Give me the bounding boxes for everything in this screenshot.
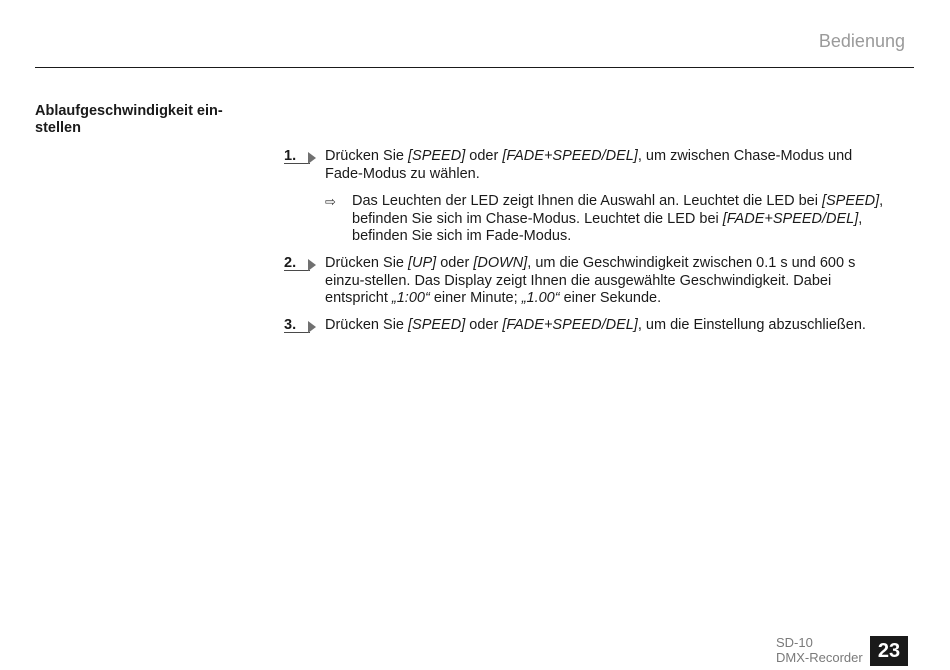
step-text bbox=[325, 148, 894, 183]
step-number bbox=[284, 317, 318, 335]
result-note bbox=[325, 193, 890, 246]
step-number-text: 3. bbox=[284, 317, 297, 333]
display-value: „1:00“ bbox=[391, 290, 430, 306]
text-run: , um die Einstellung abzuschließen. bbox=[637, 317, 866, 333]
text-run: Das Leuchten der LED zeigt Ihnen die Auswahl an. Leuchtet die LED bei bbox=[352, 193, 822, 209]
sidebar-heading-line2: stellen bbox=[35, 120, 81, 136]
step-number-text: 2. bbox=[284, 255, 297, 271]
text-run: einer Sekunde. bbox=[559, 290, 662, 306]
step-2 bbox=[284, 255, 894, 308]
text-run: , um die Geschwindigkeit zwischen 0.1 s und 600 s einzu-stellen. Das Display zeigt Ihnen die ausgewählte Geschwindigkeit. Dabei entspricht bbox=[325, 255, 856, 306]
key-label: [FADE+SPEED/DEL] bbox=[722, 210, 859, 227]
step-text bbox=[325, 317, 894, 335]
step-number-text: 1. bbox=[284, 148, 297, 164]
result-text bbox=[352, 193, 890, 246]
text-run: , befinden Sie sich im Chase-Modus. Leuchtet die LED bei bbox=[352, 193, 884, 227]
header-divider bbox=[35, 67, 914, 68]
key-label: [FADE+SPEED/DEL] bbox=[502, 317, 638, 333]
text-run: oder bbox=[465, 148, 503, 164]
page-number: 23 bbox=[870, 636, 908, 666]
step-text bbox=[325, 255, 894, 308]
text-run: , befinden Sie sich im Fade-Modus. bbox=[352, 210, 863, 244]
key-label: [DOWN] bbox=[473, 255, 528, 271]
footer-model: SD-10 bbox=[776, 635, 813, 650]
text-run: Drücken Sie bbox=[325, 317, 409, 333]
text-run: einer Minute; bbox=[429, 290, 522, 306]
key-label: [SPEED] bbox=[408, 317, 466, 333]
step-underline bbox=[284, 332, 310, 333]
sidebar-heading-line1: Ablaufgeschwindigkeit ein- bbox=[35, 103, 223, 119]
result-arrow-icon: ⇨ bbox=[325, 194, 336, 209]
text-run: oder bbox=[436, 255, 474, 271]
step-number bbox=[284, 148, 318, 166]
step-arrow-icon bbox=[308, 259, 316, 271]
sidebar-heading bbox=[35, 103, 240, 137]
section-title: Bedienung bbox=[818, 31, 905, 51]
step-underline bbox=[284, 270, 310, 271]
key-label: [SPEED] bbox=[408, 148, 466, 164]
step-arrow-icon bbox=[308, 152, 316, 164]
text-run: , um zwischen Chase-Modus und Fade-Modus zu wählen. bbox=[325, 148, 853, 182]
step-number bbox=[284, 255, 318, 273]
step-3 bbox=[284, 317, 894, 335]
footer-product-info bbox=[776, 635, 863, 665]
text-run: Drücken Sie bbox=[325, 148, 409, 164]
text-run: oder bbox=[465, 317, 503, 333]
step-underline bbox=[284, 163, 310, 164]
text-run: Drücken Sie bbox=[325, 255, 409, 271]
display-value: „1.00“ bbox=[521, 290, 560, 306]
key-label: [UP] bbox=[408, 255, 437, 271]
step-arrow-icon bbox=[308, 321, 316, 333]
step-1 bbox=[284, 148, 894, 183]
key-label: [SPEED] bbox=[821, 193, 880, 209]
footer-product: DMX-Recorder bbox=[776, 650, 863, 665]
key-label: [FADE+SPEED/DEL] bbox=[502, 148, 638, 164]
